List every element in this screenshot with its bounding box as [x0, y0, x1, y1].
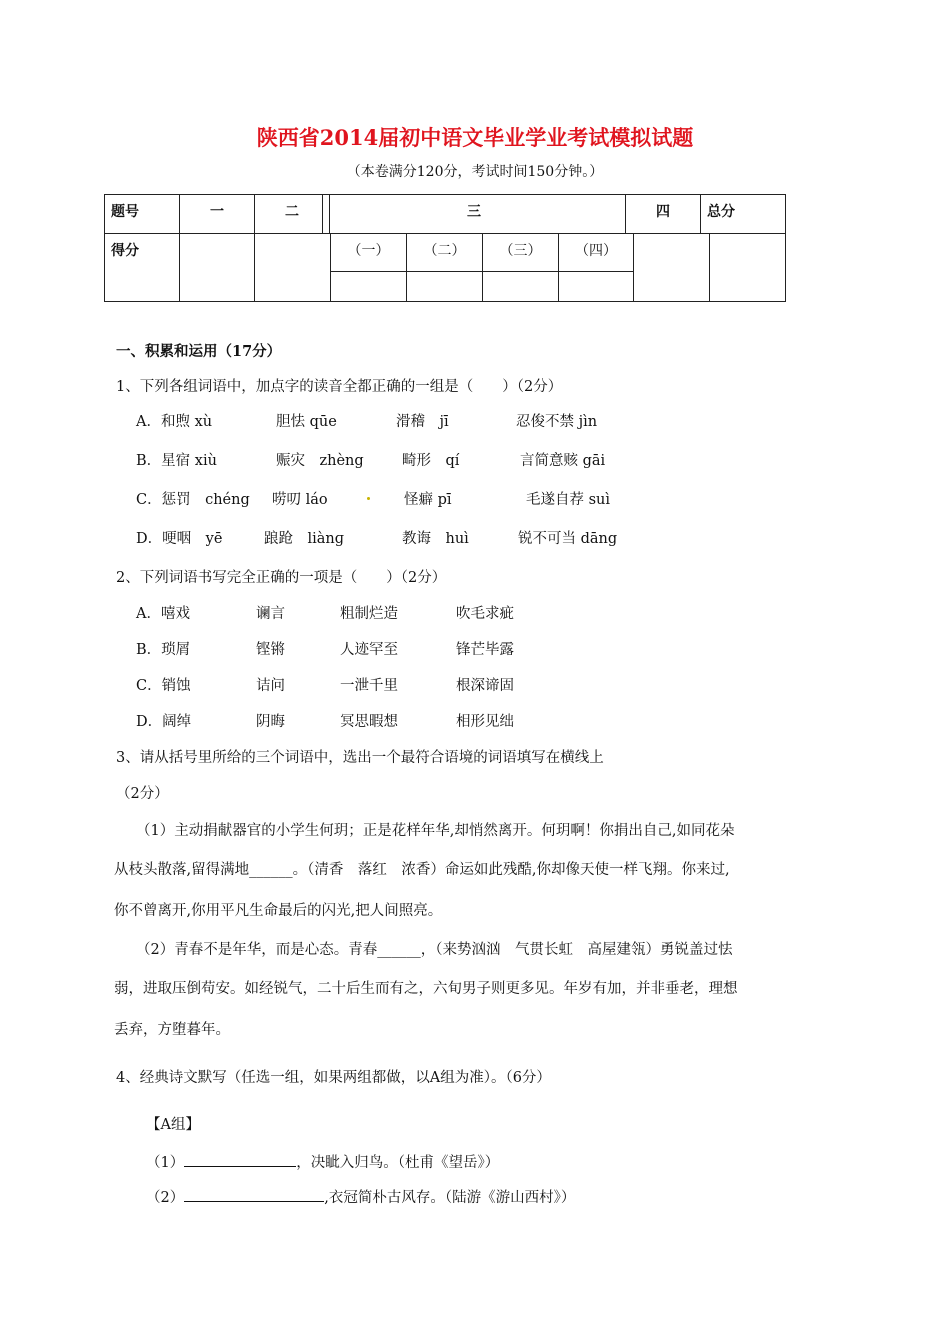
score-cell-total: [709, 233, 786, 302]
header-cell-4: 四: [625, 194, 701, 234]
q2-stem: 2、下列词语书写完全正确的一项是（ ）（2分）: [116, 570, 447, 586]
q1-b-word-4: 言简意赅 gāi: [520, 453, 606, 469]
q2-option-c: [0, 674, 950, 696]
q1-option-a: [0, 410, 950, 432]
score-cell-2: [254, 233, 331, 302]
q1-b-word-3: 畸形 qí: [402, 453, 460, 469]
score-cell-4: [633, 233, 710, 302]
sub-header-2: （二）: [406, 233, 483, 272]
sub-score-4: [558, 271, 634, 302]
header-cell-2: 二: [254, 194, 330, 234]
q2-d-word-4: 相形见绌: [456, 714, 514, 730]
q3-p2-line-2: 弱，进取压倒苟安。如经锐气，二十后生而有之，六旬男子则更多见。年岁有加，并非垂老，理想: [114, 981, 738, 997]
q2-a-word-4: 吹毛求疵: [456, 606, 514, 622]
q1-c-word-1: C．惩罚 chéng: [136, 492, 250, 508]
q2-d-word-3: 冥思暇想: [340, 714, 398, 730]
q2-b-word-2: 铿锵: [256, 642, 285, 658]
score-cell-1: [179, 233, 255, 302]
q1-option-b: [0, 449, 950, 471]
q1-c-word-2: 唠叨 láo: [272, 492, 328, 508]
q4-group-a: 【A组】: [146, 1117, 200, 1133]
q4-item-2-text: ,衣冠简朴古风存。（陆游《游山西村》）: [324, 1190, 576, 1206]
sub-score-2: [406, 271, 483, 302]
score-table: [98, 194, 786, 302]
header-cell-number: 题号: [104, 194, 180, 234]
q3-stem: 3、请从括号里所给的三个词语中，选出一个最符合语境的词语填写在横线上: [116, 750, 604, 766]
q3-p2-line-3: 丢弃，方堕暮年。: [114, 1022, 230, 1038]
exam-title: 陕西省2014届初中语文毕业学业考试模拟试题: [256, 125, 694, 150]
q1-stem: 1、下列各组词语中，加点字的读音全都正确的一组是（ ）（2分）: [116, 379, 563, 395]
q2-option-a: [0, 602, 950, 624]
q2-b-word-1: B．琐屑: [136, 642, 191, 658]
q4-item-1-text: ，决眦入归鸟。（杜甫《望岳》）: [296, 1155, 500, 1171]
q2-option-d: [0, 710, 950, 732]
q1-d-word-4: 锐不可当 dāng: [518, 531, 618, 547]
q1-option-c: [0, 488, 950, 510]
q2-a-word-1: A．嘻戏: [136, 606, 190, 622]
q1-a-word-1: A．和煦 xù: [136, 414, 213, 430]
section-1-title: 一、积累和运用（17分）: [116, 343, 282, 360]
q1-c-word-3: 怪癖 pī: [404, 492, 452, 508]
q2-c-word-3: 一泄千里: [340, 678, 398, 694]
q3-p1-line-3: 你不曾离开,你用平凡生命最后的闪光,把人间照亮。: [114, 903, 443, 919]
q3-points: （2分）: [116, 786, 169, 802]
header-cell-3: 三: [322, 194, 626, 234]
q1-option-d: [0, 527, 950, 549]
q2-b-word-3: 人迹罕至: [340, 642, 398, 658]
stray-mark: [367, 497, 370, 500]
q4-stem: 4、经典诗文默写（任选一组，如果两组都做，以A组为准）。（6分）: [116, 1070, 551, 1086]
row-label-score: 得分: [104, 233, 180, 302]
header-cell-total: 总分: [700, 194, 786, 234]
q1-d-word-1: D．哽咽 yē: [136, 531, 223, 547]
q2-c-word-4: 根深谛固: [456, 678, 514, 694]
q3-p1-line-2: 从枝头散落,留得满地______。（清香 落红 浓香）命运如此残酷,你却像天使一样飞翔。你来过,: [114, 862, 730, 878]
q1-b-word-1: B．星宿 xiù: [136, 453, 217, 469]
q4-item-2-blank[interactable]: [184, 1186, 324, 1202]
sub-score-1: [330, 271, 407, 302]
q1-c-word-4: 毛遂自荐 suì: [526, 492, 611, 508]
q2-d-word-2: 阴晦: [256, 714, 285, 730]
sub-header-4: （四）: [558, 233, 634, 272]
q4-item-2: [146, 1186, 575, 1207]
sub-header-1: （一）: [330, 233, 407, 272]
sub-score-3: [482, 271, 559, 302]
q1-a-word-2: 胆怯 qūe: [276, 414, 337, 430]
q4-item-1: [146, 1151, 499, 1172]
q2-a-word-2: 谰言: [256, 606, 285, 622]
q1-d-word-3: 教诲 huì: [402, 531, 469, 547]
q4-item-2-number: （2）: [146, 1190, 185, 1206]
q2-d-word-1: D．阔绰: [136, 714, 192, 730]
q1-a-word-3: 滑稽 jī: [396, 414, 449, 430]
q4-item-1-number: （1）: [146, 1155, 185, 1171]
q2-b-word-4: 锋芒毕露: [456, 642, 514, 658]
q2-c-word-1: C．销蚀: [136, 678, 191, 694]
q2-c-word-2: 诘问: [256, 678, 285, 694]
sub-header-3: （三）: [482, 233, 559, 272]
q1-d-word-2: 踉跄 liànɡ: [264, 531, 345, 547]
q4-item-1-blank[interactable]: [184, 1151, 296, 1167]
exam-subtitle: （本卷满分120分，考试时间150分钟。）: [346, 164, 604, 180]
q1-b-word-2: 赈灾 zhèng: [276, 453, 364, 469]
q3-p2-line-1: （2）青春不是年华，而是心态。青春______，（来势汹汹 气贯长虹 高屋建瓴）勇锐盖过怯: [136, 942, 733, 958]
q3-p1-line-1: （1）主动捐献器官的小学生何玥；正是花样年华,却悄然离开。何玥啊！你捐出自己,如同花朵: [136, 823, 735, 839]
q1-a-word-4: 忍俊不禁 jìn: [516, 414, 598, 430]
q2-option-b: [0, 638, 950, 660]
q2-a-word-3: 粗制烂造: [340, 606, 398, 622]
header-cell-1: 一: [179, 194, 255, 234]
